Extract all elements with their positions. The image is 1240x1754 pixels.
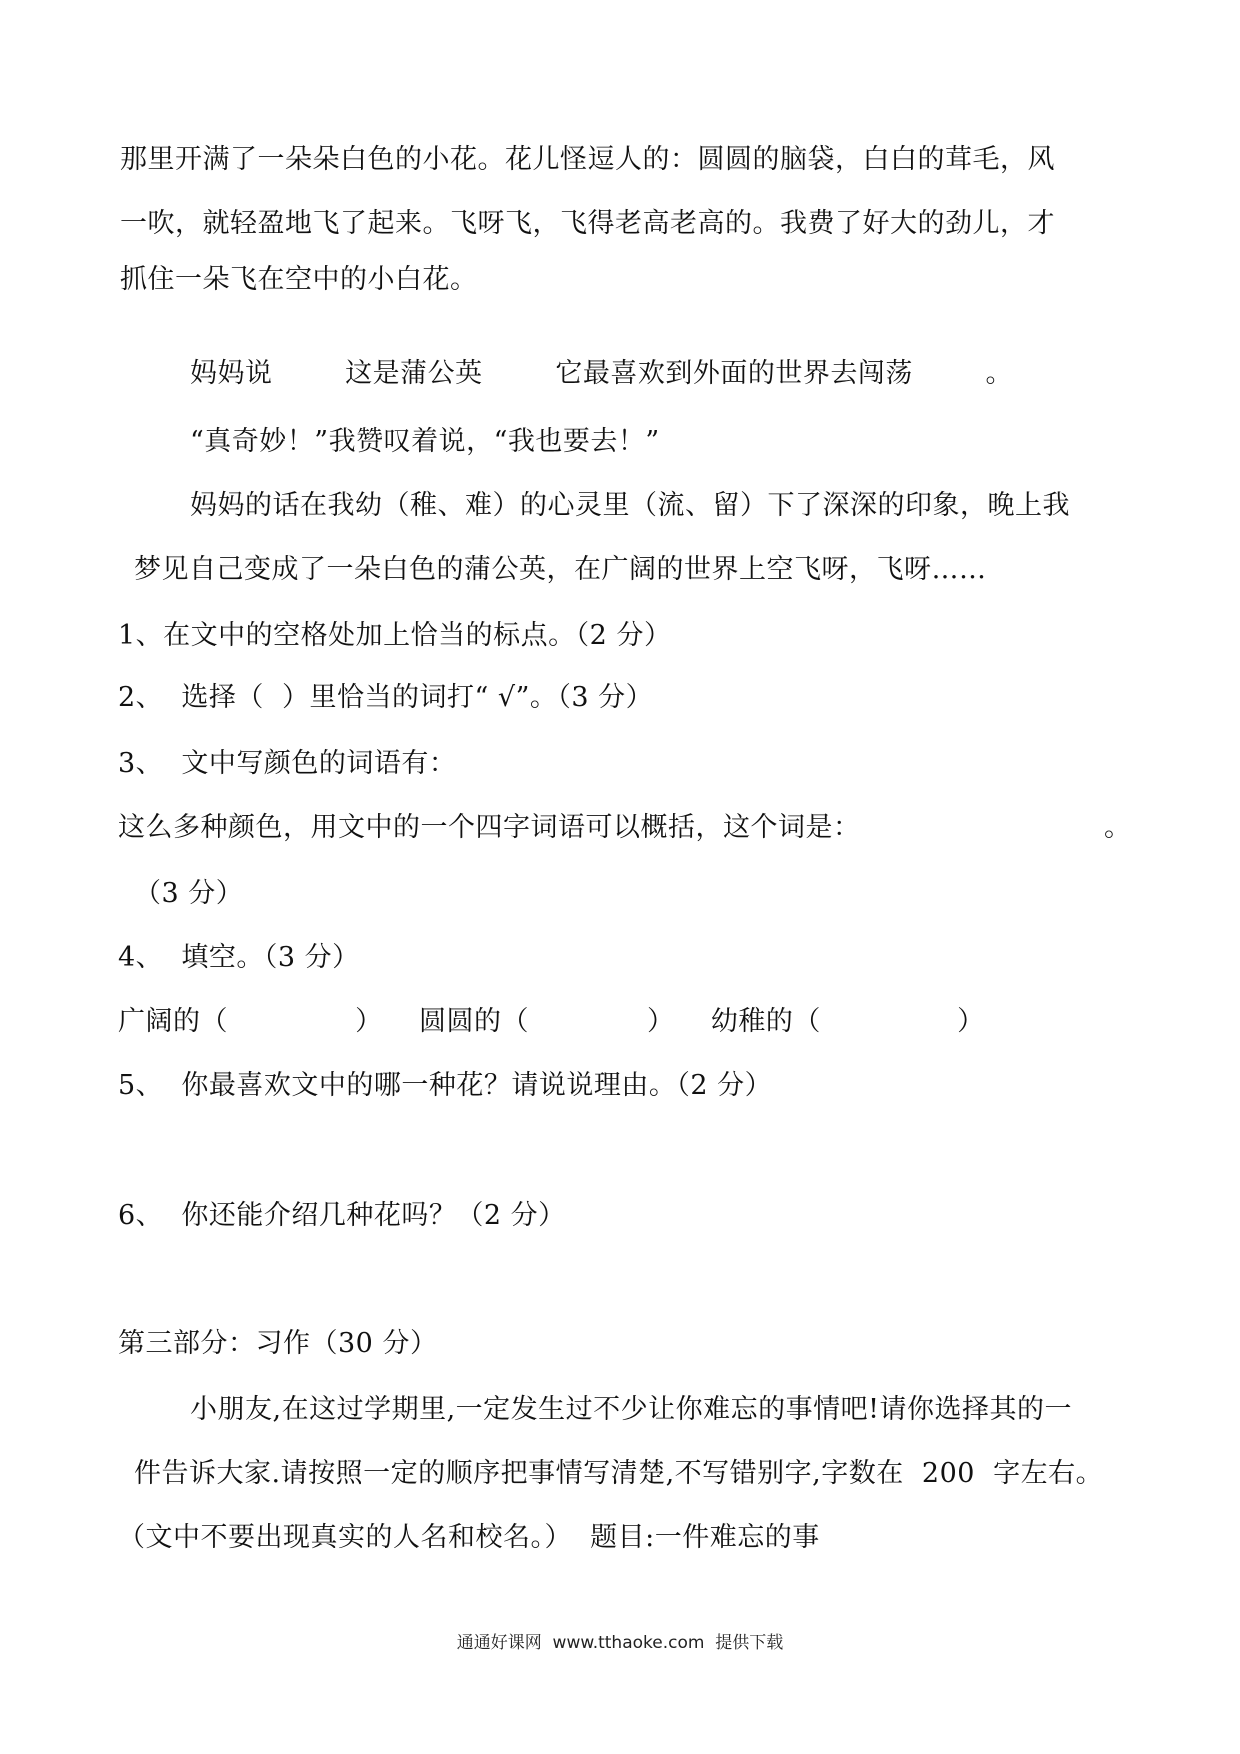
question-4: 4、 填空。（3 分） (118, 942, 360, 973)
composition-line: 小朋友,在这过学期里,一定发生过不少让你难忘的事情吧!请你选择其的一 (190, 1394, 1073, 1425)
composition-heading: 第三部分：习作（30 分） (118, 1328, 438, 1359)
passage-line: 一吹，就轻盈地飞了起来。飞呀飞，飞得老高老高的。我费了好大的劲儿，才 (120, 208, 1055, 239)
question-1: 1、在文中的空格处加上恰当的标点。（2 分） (118, 620, 672, 651)
question-3: 3、 文中写颜色的词语有： (118, 748, 457, 779)
page-footer: 通通好课网 www.tthaoke.com 提供下载 (456, 1633, 784, 1653)
question-5: 5、 你最喜欢文中的哪一种花？请说说理由。（2 分） (118, 1070, 773, 1101)
question-6: 6、 你还能介绍几种花吗？（2 分） (118, 1200, 566, 1231)
passage-line: 抓住一朵飞在空中的小白花。 (120, 264, 478, 295)
question-3-period: 。 (1104, 812, 1132, 843)
passage-line: 梦见自己变成了一朵白色的蒲公英，在广阔的世界上空飞呀，飞呀…… (134, 554, 987, 585)
passage-line: “真奇妙！”我赞叹着说，“我也要去！” (190, 426, 660, 457)
passage-line: 妈妈的话在我幼（稚、难）的心灵里（流、留）下了深深的印象，晚上我 (190, 490, 1070, 521)
question-2: 2、 选择（ ）里恰当的词打“ √”。（3 分） (118, 682, 654, 713)
passage-line: 那里开满了一朵朵白色的小花。花儿怪逗人的：圆圆的脑袋，白白的茸毛，风 (120, 144, 1055, 175)
question-3-score: （3 分） (134, 878, 244, 909)
composition-line: （文中不要出现真实的人名和校名。） 题目:一件难忘的事 (118, 1522, 820, 1553)
composition-line: 件告诉大家.请按照一定的顺序把事情写清楚,不写错别字,字数在 200 字左右。 (134, 1458, 1104, 1489)
question-3-sub: 这么多种颜色，用文中的一个四字词语可以概括，这个词是： (118, 812, 861, 843)
question-4-fill: 广阔的（ ） 圆圆的（ ） 幼稚的（ ） (118, 1006, 985, 1037)
passage-line: 妈妈说 这是蒲公英 它最喜欢到外面的世界去闯荡 。 (190, 358, 1013, 389)
